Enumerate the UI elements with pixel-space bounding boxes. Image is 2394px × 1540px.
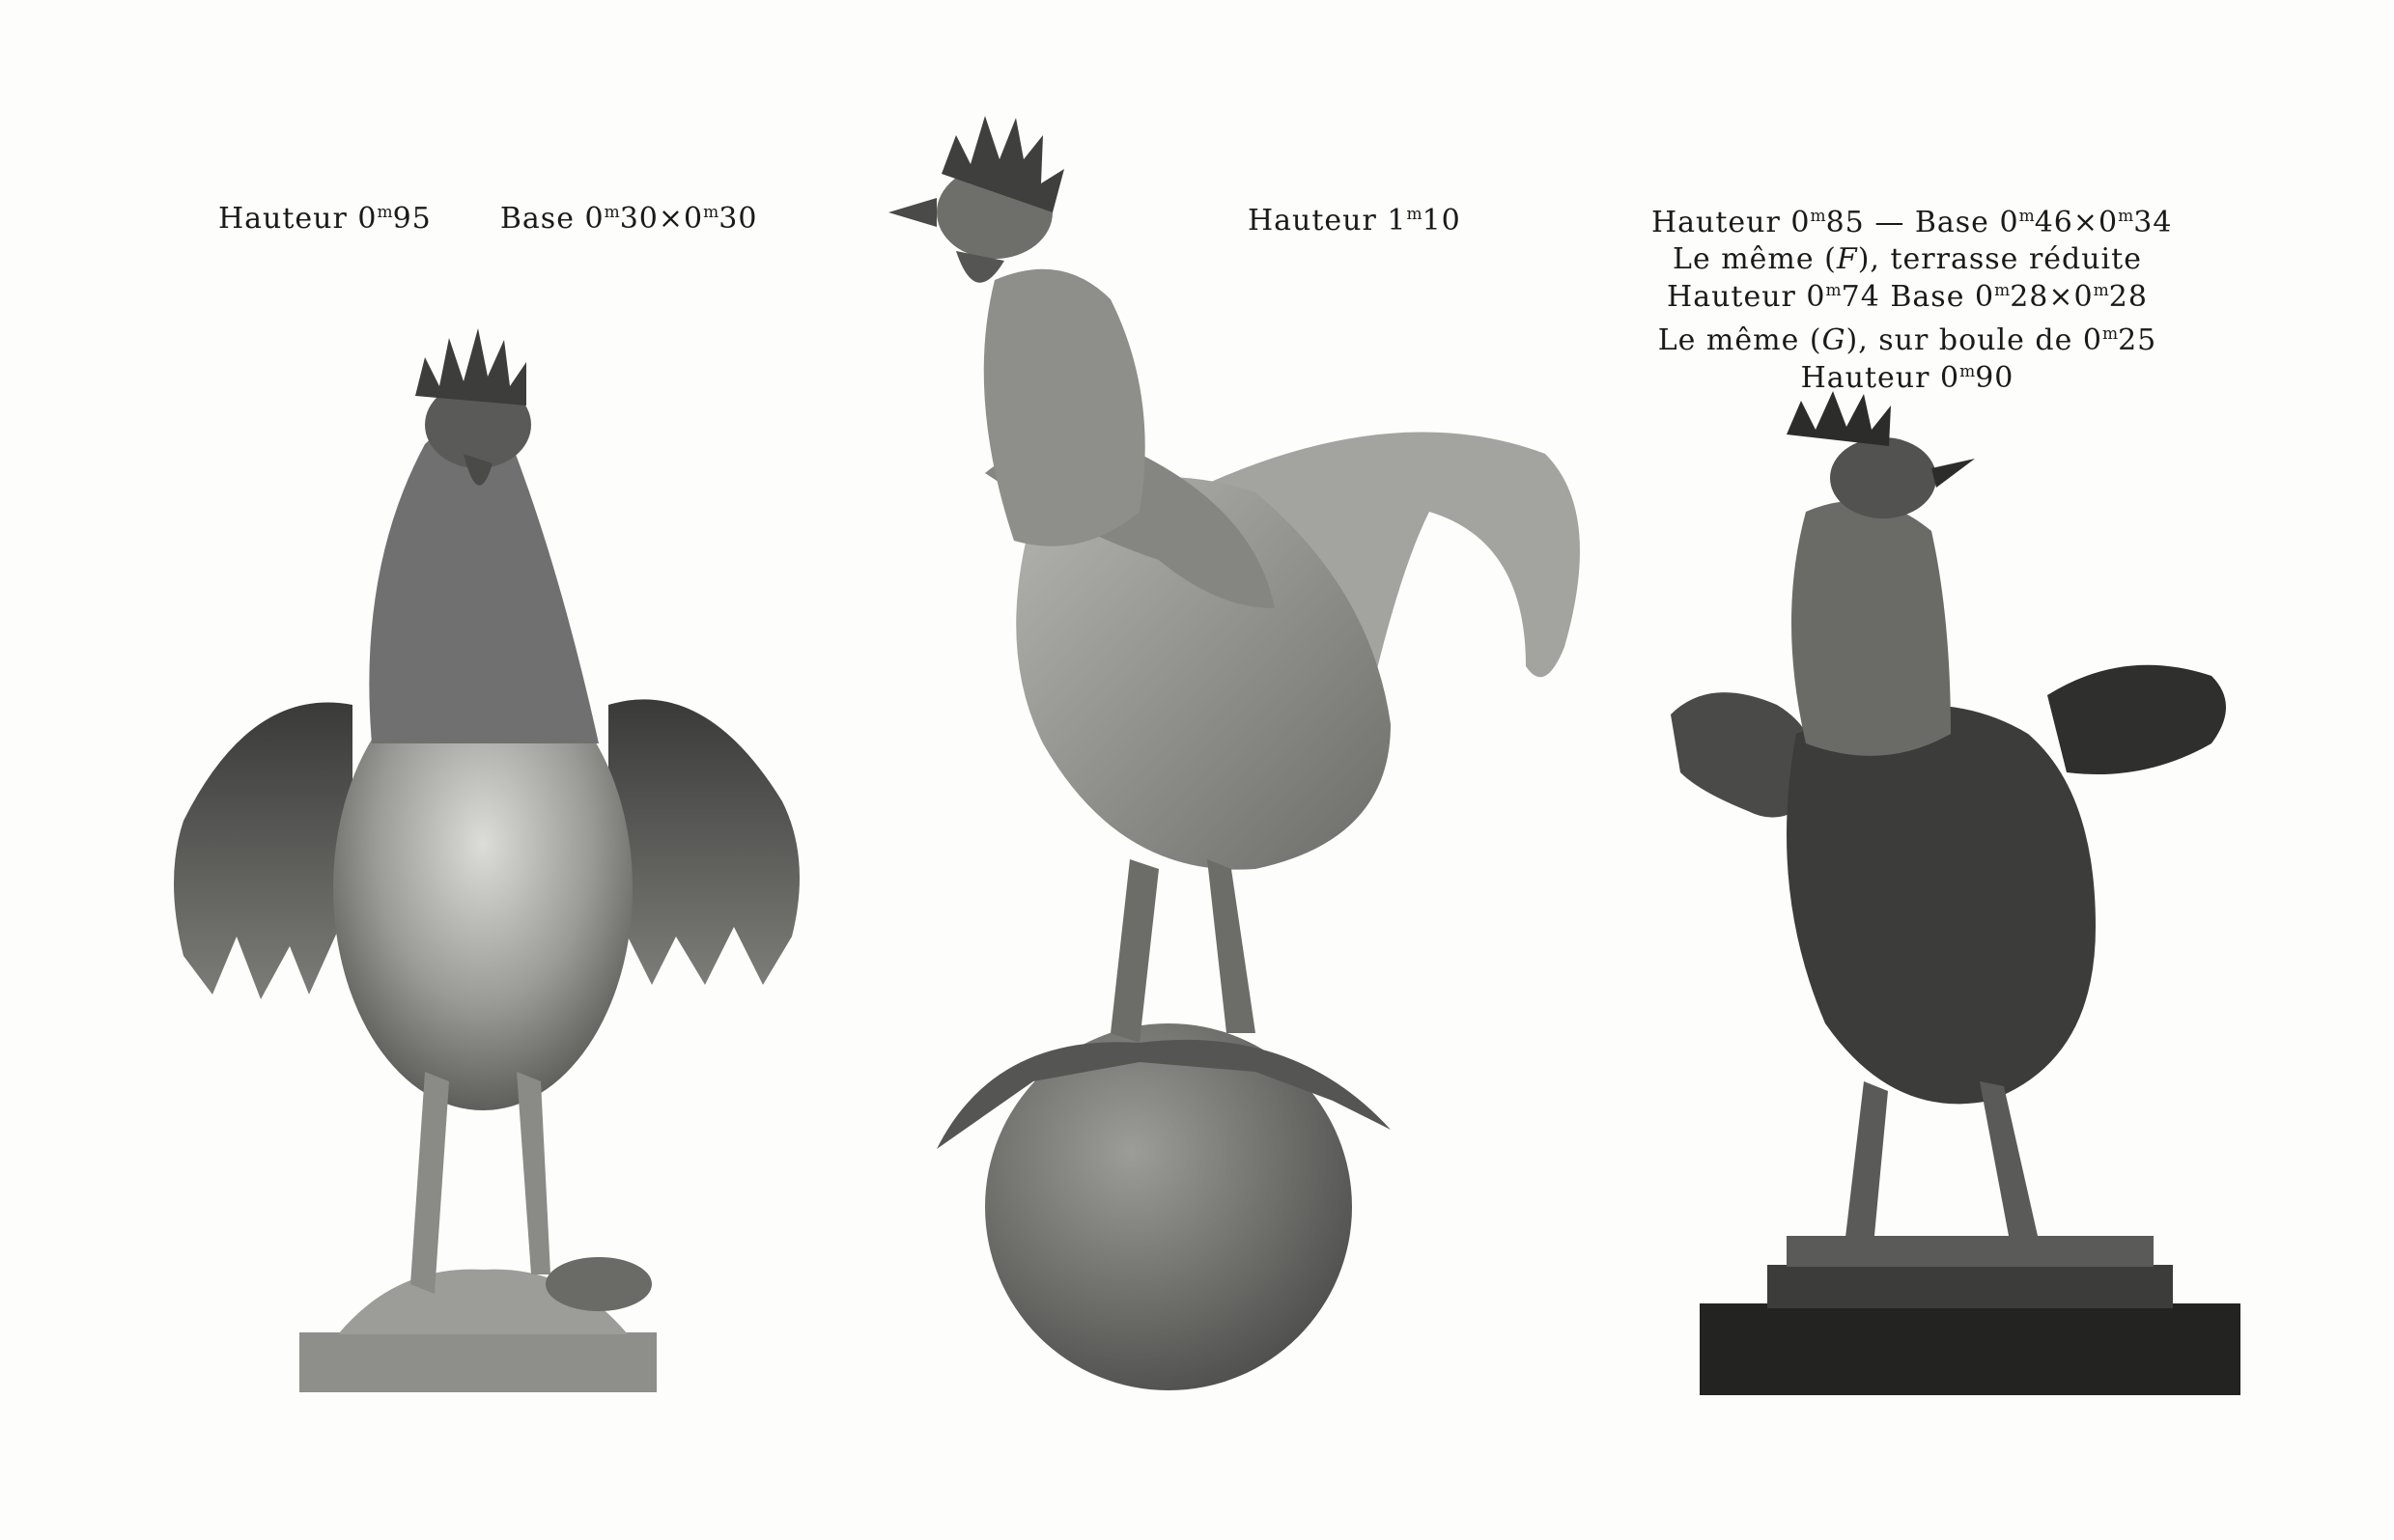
rc-l4-b: ), sur boule de 0 [1845, 323, 2102, 357]
rc-l3-v1: 74 [1841, 280, 1880, 314]
rc-l1-v3: 34 [2133, 206, 2173, 239]
right-caption-line4 [1651, 319, 2163, 356]
rc-l1-v1: 85 [1825, 206, 1865, 239]
rc-l1-a: Hauteur 0 [1651, 206, 1811, 239]
rc-l4-a: Le même ( [1657, 323, 1822, 357]
rc-l3-a: Hauteur 0 [1667, 280, 1826, 314]
rc-l3-v2: 28 [2010, 280, 2049, 314]
center-rooster-illustration [850, 106, 1603, 1419]
left-base-v2: 30 [718, 202, 758, 236]
center-leg-r [1207, 859, 1255, 1033]
rc-l3-sup1: m [1825, 281, 1842, 300]
left-base-label: Base 0 [499, 202, 605, 236]
right-beak [1931, 459, 1975, 488]
rc-l5-sup: m [1959, 362, 1976, 381]
right-neck [1791, 501, 1951, 756]
right-caption [1651, 201, 2173, 395]
rc-l3-left [1667, 280, 1880, 314]
right-rooster-illustration [1642, 386, 2260, 1400]
center-height-value: 10 [1422, 204, 1461, 238]
left-wing-left [174, 703, 352, 1000]
left-height-value: 95 [392, 202, 432, 236]
rc-l3-right [1890, 280, 2148, 314]
rc-l4-italic: G [1821, 323, 1846, 357]
right-base-top [1787, 1236, 2154, 1267]
right-rooster-statue [1642, 386, 2260, 1400]
rc-l2-a: Le même ( [1673, 242, 1837, 276]
rc-l3-times: × [2048, 280, 2074, 314]
rc-l1-sup2: m [2018, 207, 2035, 226]
rc-l1-times: × [2072, 206, 2099, 239]
center-height-sup: m [1406, 205, 1422, 224]
left-base-sup2: m [703, 203, 719, 222]
rc-l5-v: 90 [1975, 361, 2014, 395]
rc-l1-sup1: m [1810, 207, 1826, 226]
left-height-label: Hauteur 0 [218, 202, 378, 236]
left-base-v2-prefix: 0 [684, 202, 704, 236]
right-base-step [1767, 1265, 2173, 1308]
left-leg-l [410, 1072, 449, 1294]
rc-l2-italic: F [1836, 242, 1858, 276]
right-caption-line2 [1651, 244, 2163, 275]
rc-l3-sup3: m [2093, 281, 2109, 300]
left-leg-r [517, 1072, 550, 1274]
rc-l1-sup3: m [2118, 207, 2134, 226]
left-leaf [546, 1257, 652, 1311]
left-base-sup1: m [604, 203, 620, 222]
right-leg-l [1845, 1081, 1888, 1246]
right-leg-r [1980, 1081, 2038, 1236]
rc-l3-v3: 28 [2108, 280, 2148, 314]
left-caption [218, 202, 758, 236]
rc-l5-a: Hauteur 0 [1800, 361, 1960, 395]
center-rooster-statue [850, 106, 1603, 1419]
rc-l1-v2: 46 [2034, 206, 2073, 239]
right-wing-right [2047, 665, 2226, 774]
rc-l3-sup2: m [1994, 281, 2011, 300]
left-rooster-statue [145, 319, 821, 1410]
rc-l1-c: 0 [2098, 206, 2119, 239]
right-head [1830, 437, 1936, 518]
center-leg-l [1111, 859, 1159, 1043]
right-caption-line3 [1651, 275, 2163, 313]
left-times: × [658, 202, 685, 236]
right-comb [1787, 391, 1891, 446]
right-base-bottom [1700, 1303, 2240, 1395]
left-rooster-illustration [145, 319, 821, 1410]
rc-l4-sup: m [2101, 324, 2119, 344]
rc-l3-b: Base 0 [1890, 280, 1995, 314]
right-body [1787, 705, 2096, 1104]
center-beak [888, 198, 937, 227]
rc-l1-b: — Base 0 [1864, 206, 2019, 239]
rc-l3-c: 0 [2073, 280, 2094, 314]
rc-l4-v: 25 [2118, 323, 2157, 357]
right-caption-line1 [1651, 201, 2173, 239]
center-height-label: Hauteur 1 [1248, 204, 1407, 238]
left-height-sup: m [377, 203, 393, 222]
left-comb [415, 328, 526, 406]
center-neck [984, 269, 1145, 546]
left-base [299, 1332, 657, 1392]
left-base-v1: 30 [619, 202, 659, 236]
left-wing-right [608, 699, 800, 985]
rc-l2-b: ), terrasse réduite [1857, 242, 2142, 276]
